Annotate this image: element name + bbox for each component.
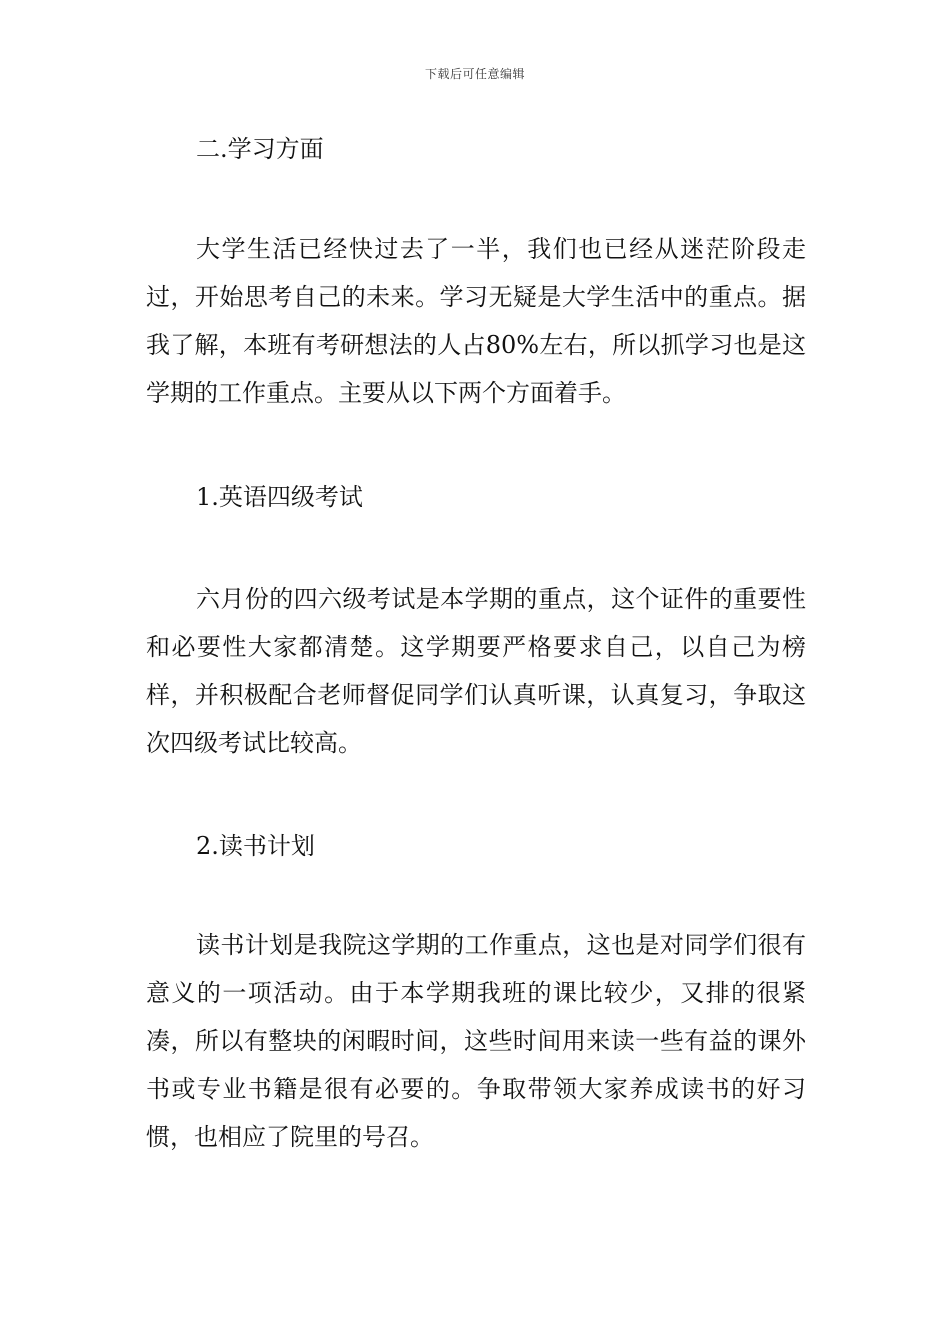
paragraph-reading-plan: 读书计划是我院这学期的工作重点，这也是对同学们很有意义的一项活动。由于本学期我班的课比较少，又排的很紧凑，所以有整块的闲暇时间，这些时间用来读一些有益的课外书或专业书籍是很有必要的。争取带领大家养成读书的好习惯，也相应了院里的号召。 — [146, 931, 806, 1151]
subheading-cet4: 1.英语四级考试 — [196, 483, 363, 511]
paragraph-study-intro: 大学生活已经快过去了一半，我们也已经从迷茫阶段走过，开始思考自己的未来。学习无疑是大学生活中的重点。据我了解，本班有考研想法的人占80%左右，所以抓学习也是这学期的工作重点。主要从以下两个方面着手。 — [146, 235, 806, 407]
subheading-reading-plan: 2.读书计划 — [196, 832, 315, 860]
paragraph-cet4: 六月份的四六级考试是本学期的重点，这个证件的重要性和必要性大家都清楚。这学期要严格要求自己，以自己为榜样，并积极配合老师督促同学们认真听课，认真复习，争取这次四级考试比较高。 — [146, 585, 806, 757]
page-header-note: 下载后可任意编辑 — [424, 67, 525, 81]
section-heading-study: 二.学习方面 — [196, 135, 324, 163]
